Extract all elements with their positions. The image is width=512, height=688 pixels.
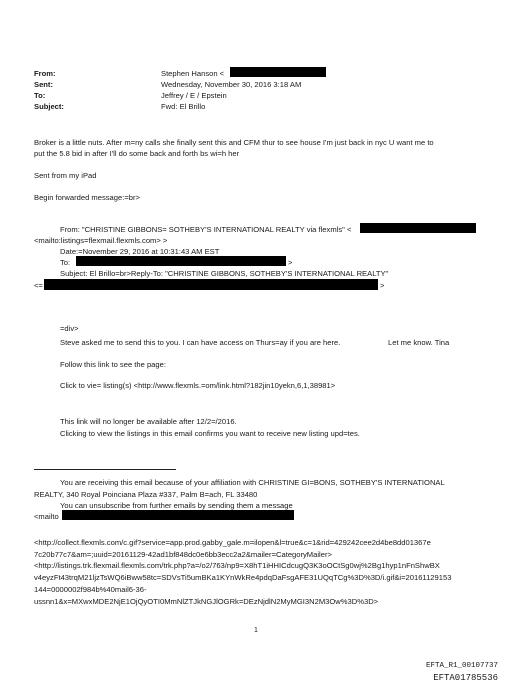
fwd-to-tail: > [288, 258, 293, 267]
unsubscribe-line: You can unsubscribe from further emails by sending them a message [60, 501, 293, 510]
tracking-url-2: 7c20b77c7&am=;uuid=20161129-42ad1bf848dc0e6bb3ecc2a2&mailer=CategoryMailer> [34, 550, 332, 559]
follow-link-line: Follow this link to see the page: [60, 360, 166, 369]
redaction-from [230, 67, 326, 77]
receiving-line-2: REALTY, 340 Royal Poinciana Plaza #337, Palm B=ach, FL 33480 [34, 490, 258, 499]
from-value: Stephen Hanson < [161, 69, 225, 78]
div-tag-line: =div> [60, 324, 79, 333]
tracking-url-3: <http://listings.trk.flexmail.flexmls.com/trk.php?a=/o2/763/np9=X8hT1iHHICdcugQ3K3oOCtSg0wj%2Bg1hyp1nFnShwBX [34, 561, 440, 570]
bates-stamp-primary: EFTA01785536 [433, 673, 498, 683]
subject-value: Fwd: El Brillo [161, 102, 206, 111]
separator-rule [34, 469, 176, 470]
no-longer-line: This link will no longer be available after 12/2=/2016. [60, 417, 237, 426]
click-listing-line: Click to vie= listing(s) <http://www.flexmls.=om/link.html?182jin10yekn,6,1,38981> [60, 381, 336, 390]
body-line-2: put the 5.8 bid in after I'll do some back and forth bs wi=h her [34, 149, 240, 158]
sent-label: Sent: [34, 80, 53, 89]
tracking-url-4: v4eyzFt43trqM21ljzTsWQ6iBww58tc=SDVsTi5umBKa1KYnWkRe4pdqDaFsgAFE31UQqTCg%3D%3D/i.gif&i=20161129153 [34, 573, 452, 582]
fwd-to-line: To: [60, 258, 71, 267]
mailto-prefix: <mailto [34, 512, 59, 521]
page-number: 1 [254, 627, 258, 634]
fwd-subject-line: Subject: El Brillo=br>Reply-To: "CHRISTINE GIBBONS, SOTHEBY'S INTERNATIONAL REALTY" [60, 269, 389, 278]
redaction-fwd-to [76, 256, 286, 266]
to-label: To: [34, 91, 46, 100]
tracking-url-1: <http://collect.flexmls.com/c.gif?service=app.prod.gabby_gale.m=ilopen&l=true&c=1&rid=429242cee2d4be8dd01367e [34, 538, 431, 547]
receiving-line-1: You are receiving this email because of your affiliation with CHRISTINE GI=BONS, SOTHEBY'S INTERNATIONAL [60, 478, 445, 487]
to-value: Jeffrey / E / Epstein [161, 91, 227, 100]
redaction-mailto [62, 510, 294, 520]
body-line-1: Broker is a little nuts. After m=ny calls she finally sent this and CFM thur to see house I'm just back in nyc U want me to [34, 138, 434, 147]
redaction-reply-to [44, 279, 378, 290]
fwd-lt-prefix: <= [34, 281, 43, 290]
fwd-date-line: Date:=November 29, 2016 at 10:31:43 AM EST [60, 247, 220, 256]
subject-label: Subject: [34, 102, 64, 111]
steve-line: Steve asked me to send this to you. I can have access on Thurs=ay if you are here. [60, 338, 341, 347]
sent-from-line: Sent from my iPad [34, 171, 97, 180]
fwd-from-line: From: "CHRISTINE GIBBONS= SOTHEBY'S INTERNATIONAL REALTY via flexmls" < [60, 225, 352, 234]
sent-value: Wednesday, November 30, 2016 3:18 AM [161, 80, 302, 89]
let-me-know-line: Let me know. Tina [388, 338, 450, 347]
tracking-url-6: ussnn1&x=MXwxMDE2NjE1OjQyOTI0MmNlZTJkNGJlOGRk=DEzNjdlN2MyMGI3N2M3Ow%3D%3D> [34, 597, 379, 606]
begin-forwarded-line: Begin forwarded message:=br> [34, 193, 140, 202]
tracking-url-5: 144=0000002f984b%40mail6-36- [34, 585, 147, 594]
redaction-fwd-from [360, 223, 476, 233]
bates-stamp-secondary: EFTA_R1_00107737 [425, 662, 498, 670]
clicking-line: Clicking to view the listings in this email confirms you want to receive new listing upd=tes. [60, 429, 360, 438]
fwd-mailto-line: <mailto:listings=flexmail.flexmls.com> > [34, 236, 168, 245]
from-label: From: [34, 69, 56, 78]
fwd-gt-tail: > [380, 281, 385, 290]
